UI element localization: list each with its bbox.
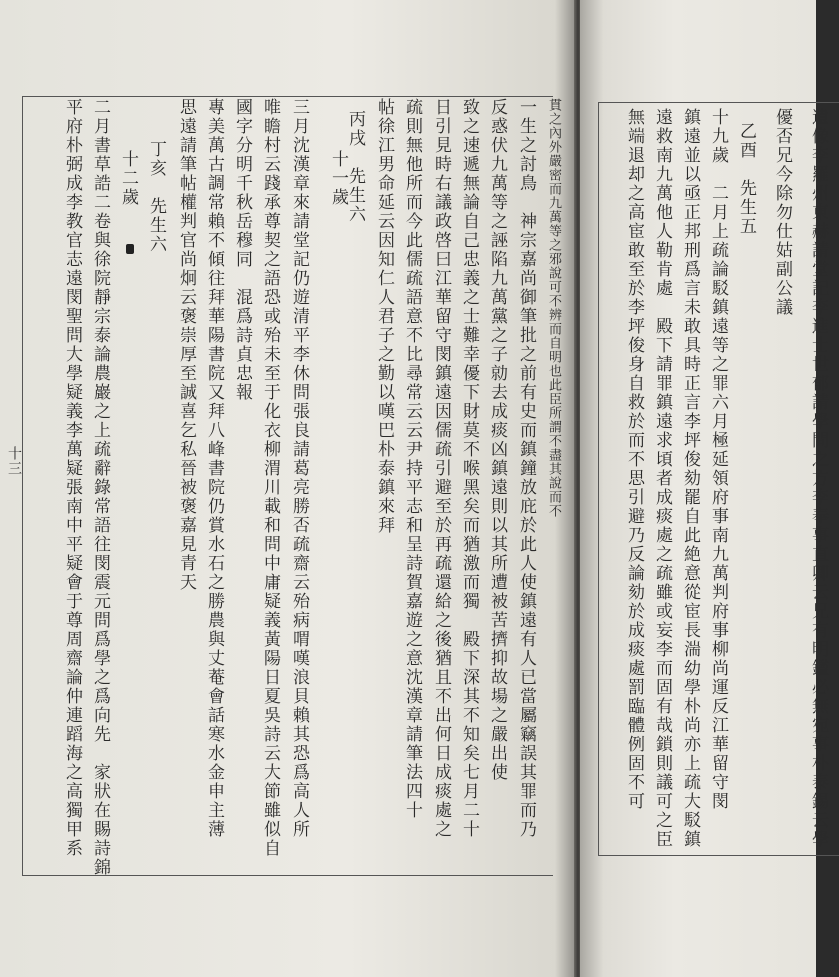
text-column: 優否兄今除勿仕姑副公議 [772,108,792,317]
text-column: 十九歲 二月上疏論駁鎮遠等之罪六月極延領府事南九萬判府事柳尚運反江華留守閔 [708,108,728,811]
text-column: 無端退却之高宦敢至於李坪俊身自救於而不思引避乃反論劾於成痰處罰臨體例固不可 [624,108,644,811]
text-column: 鎮遠並以亟正邦刑爲言未敢具時正言李坪俊劾罷自此絶意從宦長湍幼學朴尚亦上疏大駁鎮 [680,108,700,849]
text-column: 平府朴弼成李教官志遠閔聖問大學疑義李萬疑張南中平疑會于尊周齋論仲連蹈海之高獨甲系 [62,98,82,858]
text-column: 二月書草誥二卷與徐院靜宗泰論農巖之上疏辭錄常語往閔震元問爲學之爲向先 家狀在賜詩錦 [90,98,110,877]
text-column: 貫之內外嚴密而九萬等之邪說可不辨而自明也此臣所謂不盡其說而不 [546,98,561,518]
text-column: 十一歲 [328,150,348,207]
text-column: 疏則無他所而今此儒疏語意不比尋常云云尹持平志和呈詩賀嘉遊之意沈漢章請筆法四十 [402,98,422,820]
text-column: 專美萬古調常賴不傾往拜華陽書院又拜八峰書院仍賞水石之勝農與丈菴會話寒水金申主薄 [204,98,224,839]
text-column: 遺像李羅州東赫請堂記李進士世郁請學問之方李奉事直卿云兄有明鑑必無宛事朴泰錫云學 [808,108,828,849]
text-column: 一生之討鳥 神宗嘉尚御筆批之前有史而鎮鐘放庇於此人使鎮遠有人已當屬竊誤其罪而乃 [516,98,536,839]
text-column: 日引見時右議政啓曰江華留守閔鎮遠因儒疏引避至於再疏還給之後猶且不出何日成痰處之 [431,98,451,839]
text-column: 思遠請筆帖權判官尚炯云褒崇厚至誠喜乞私晉被褒嘉見青天 [176,98,196,592]
text-column: 致之速遞無論自己忠義之士難幸優下財莫不喉黑矣而猶激而獨 殿下深其不知矣七月二十 [459,98,479,839]
text-column: 丁亥 先生六 [146,140,166,254]
text-column: 三月沈漢章來請堂記仍遊清平李休問張良請葛亮勝否疏齋云殆病喟嘆浪貝賴其恐爲高人所 [289,98,309,839]
text-column: 遠救南九萬他人勒肯處 殿下請罪鎮遠求頃者成痰處之疏雖或妄李而固有哉鎖則議可之臣 [652,108,672,849]
text-column: 丙戌 先生六 [345,110,365,224]
text-column: 十二歲 [118,150,138,207]
text-column: 唯瞻村云踐承尊契之語恐或殆未至于化衣柳渭川載和問中庸疑義黃陽日夏吳詩云大節雖似自 [260,98,280,858]
ink-blot [126,244,134,254]
page-number: 十三 [6,446,22,476]
text-column: 乙酉 先生五 [736,122,756,236]
right-page [580,0,828,977]
text-column: 反惑伏九萬等之誣陷九萬黨之子勍去成痰凶鎮遠則以其所遭被苦擠抑故場之嚴出使 [487,98,507,782]
text-column: 帖徐江男命延云因知仁人君子之勤以嘆巴朴泰鎮來拜 [374,98,394,535]
text-column: 國字分明千秋岳穆同 混爲詩貞忠報 [232,98,252,402]
